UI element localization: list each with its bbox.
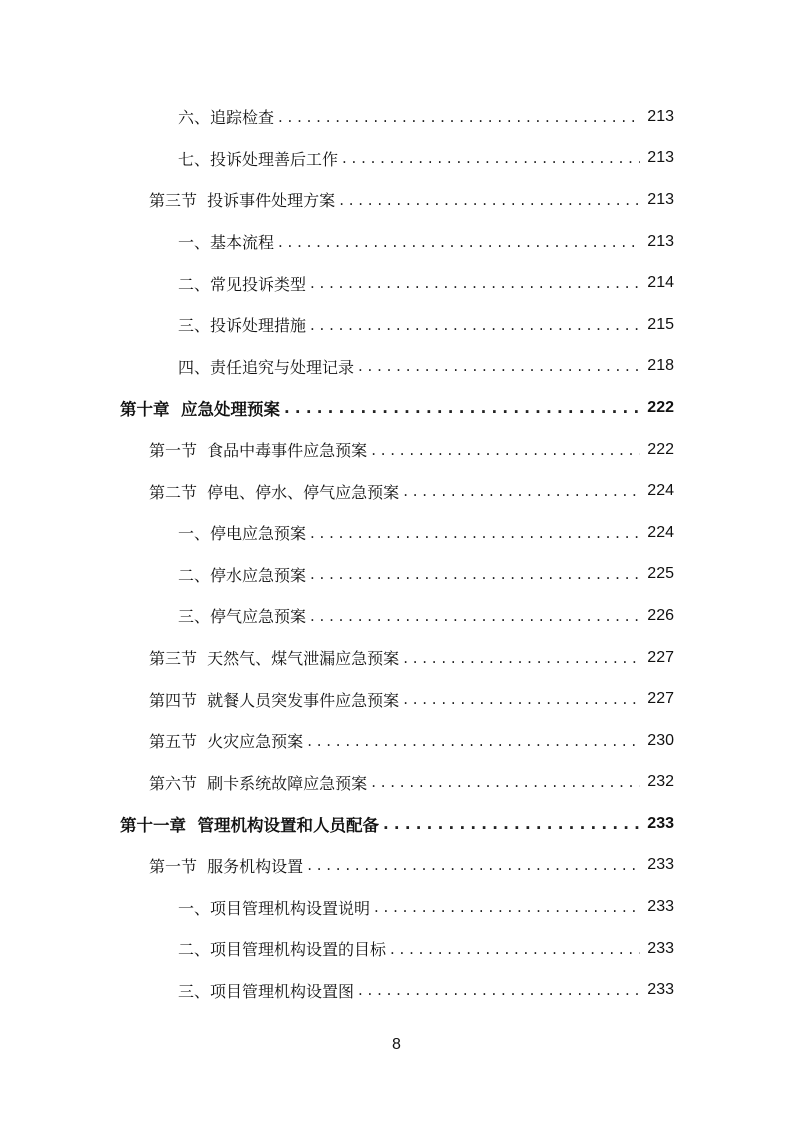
toc-entry-page-number: 233 bbox=[647, 939, 674, 957]
toc-entry-page-number: 213 bbox=[647, 107, 674, 125]
toc-entry-title: 第十一章 管理机构设置和人员配备 bbox=[120, 815, 379, 835]
toc-entry[interactable] bbox=[0, 720, 793, 762]
toc-entry-page-number: 213 bbox=[647, 149, 674, 167]
toc-entry-title: 第六节 刷卡系统故障应急预案 bbox=[149, 773, 368, 793]
toc-dot-leader bbox=[284, 399, 640, 417]
toc-entry-title: 三、项目管理机构设置图 bbox=[178, 981, 355, 1001]
toc-entry-page-number: 233 bbox=[647, 856, 674, 874]
toc-dot-leader bbox=[310, 565, 640, 583]
toc-entry-title: 第二节 停电、停水、停气应急预案 bbox=[149, 482, 400, 502]
toc-entry[interactable] bbox=[0, 387, 793, 429]
toc-entry-page-number: 233 bbox=[647, 898, 674, 916]
toc-entry-page-number: 213 bbox=[647, 232, 674, 250]
toc-entry-title: 第三节 天然气、煤气泄漏应急预案 bbox=[149, 649, 400, 669]
toc-dot-leader bbox=[278, 108, 640, 126]
toc-entry[interactable] bbox=[0, 304, 793, 346]
toc-entry[interactable] bbox=[0, 512, 793, 554]
toc-entry[interactable] bbox=[0, 179, 793, 221]
toc-entry-page-number: 232 bbox=[647, 773, 674, 791]
toc-entry-title: 七、投诉处理善后工作 bbox=[178, 149, 339, 169]
toc-entry-page-number: 214 bbox=[647, 274, 674, 292]
toc-entry-title: 第一节 服务机构设置 bbox=[149, 856, 304, 876]
toc-entry-page-number: 224 bbox=[647, 523, 674, 541]
toc-entry-page-number: 215 bbox=[647, 315, 674, 333]
toc-entry-title: 二、停水应急预案 bbox=[178, 565, 307, 585]
toc-dot-leader bbox=[342, 149, 640, 167]
toc-entry-title: 第十章 应急处理预案 bbox=[120, 399, 280, 419]
toc-entry-title: 三、停气应急预案 bbox=[178, 607, 307, 627]
toc-entry[interactable] bbox=[0, 886, 793, 928]
toc-entry-title: 第一节 食品中毒事件应急预案 bbox=[149, 441, 368, 461]
toc-dot-leader bbox=[278, 233, 640, 251]
toc-entry[interactable] bbox=[0, 429, 793, 471]
toc-dot-leader bbox=[310, 274, 640, 292]
toc-entry-title: 第四节 就餐人员突发事件应急预案 bbox=[149, 690, 400, 710]
toc-entry-title: 六、追踪检查 bbox=[178, 108, 275, 128]
toc-entry[interactable] bbox=[0, 346, 793, 388]
toc-dot-leader bbox=[383, 815, 640, 833]
toc-dot-leader bbox=[390, 940, 640, 958]
toc-dot-leader bbox=[371, 441, 640, 459]
toc-entry-page-number: 213 bbox=[647, 190, 674, 208]
toc-entry-title: 三、投诉处理措施 bbox=[178, 316, 307, 336]
toc-entry-page-number: 226 bbox=[647, 606, 674, 624]
toc-dot-leader bbox=[403, 482, 640, 500]
toc-entry[interactable] bbox=[0, 595, 793, 637]
toc-entry-page-number: 227 bbox=[647, 690, 674, 708]
toc-entry[interactable] bbox=[0, 262, 793, 304]
toc-entry-page-number: 218 bbox=[647, 357, 674, 375]
toc-entry[interactable] bbox=[0, 637, 793, 679]
toc-dot-leader bbox=[310, 607, 640, 625]
toc-dot-leader bbox=[371, 773, 640, 791]
toc-entry[interactable] bbox=[0, 803, 793, 845]
toc-entry[interactable] bbox=[0, 928, 793, 970]
toc-entry[interactable] bbox=[0, 470, 793, 512]
toc-entry[interactable] bbox=[0, 762, 793, 804]
toc-dot-leader bbox=[310, 316, 640, 334]
toc-entry-title: 一、基本流程 bbox=[178, 233, 275, 253]
toc-entry[interactable] bbox=[0, 969, 793, 1011]
toc-entry-title: 第五节 火灾应急预案 bbox=[149, 732, 304, 752]
toc-dot-leader bbox=[403, 649, 640, 667]
toc-dot-leader bbox=[310, 524, 640, 542]
toc-entry-page-number: 230 bbox=[647, 731, 674, 749]
toc-entry-page-number: 227 bbox=[647, 648, 674, 666]
toc-entry-title: 二、常见投诉类型 bbox=[178, 274, 307, 294]
toc-entry-page-number: 233 bbox=[647, 814, 674, 832]
toc-entry[interactable] bbox=[0, 554, 793, 596]
toc-entry[interactable] bbox=[0, 845, 793, 887]
toc-entry[interactable] bbox=[0, 96, 793, 138]
toc-entry-page-number: 222 bbox=[647, 440, 674, 458]
toc-entry[interactable] bbox=[0, 221, 793, 263]
toc-entry-title: 四、责任追究与处理记录 bbox=[178, 357, 355, 377]
toc-dot-leader bbox=[403, 690, 640, 708]
toc-entry-title: 一、停电应急预案 bbox=[178, 524, 307, 544]
toc-entry-title: 二、项目管理机构设置的目标 bbox=[178, 940, 387, 960]
toc-dot-leader bbox=[307, 856, 640, 874]
toc-dot-leader bbox=[358, 981, 640, 999]
table-of-contents bbox=[0, 96, 793, 1011]
toc-entry-page-number: 225 bbox=[647, 565, 674, 583]
toc-entry[interactable] bbox=[0, 138, 793, 180]
toc-entry-page-number: 222 bbox=[647, 398, 674, 416]
toc-dot-leader bbox=[374, 898, 640, 916]
toc-entry[interactable] bbox=[0, 678, 793, 720]
toc-dot-leader bbox=[358, 357, 640, 375]
toc-entry-page-number: 224 bbox=[647, 482, 674, 500]
toc-dot-leader bbox=[339, 191, 640, 209]
page-number: 8 bbox=[392, 1036, 401, 1053]
toc-entry-page-number: 233 bbox=[647, 981, 674, 999]
toc-entry-title: 第三节 投诉事件处理方案 bbox=[149, 191, 336, 211]
toc-entry-title: 一、项目管理机构设置说明 bbox=[178, 898, 371, 918]
toc-dot-leader bbox=[307, 732, 640, 750]
